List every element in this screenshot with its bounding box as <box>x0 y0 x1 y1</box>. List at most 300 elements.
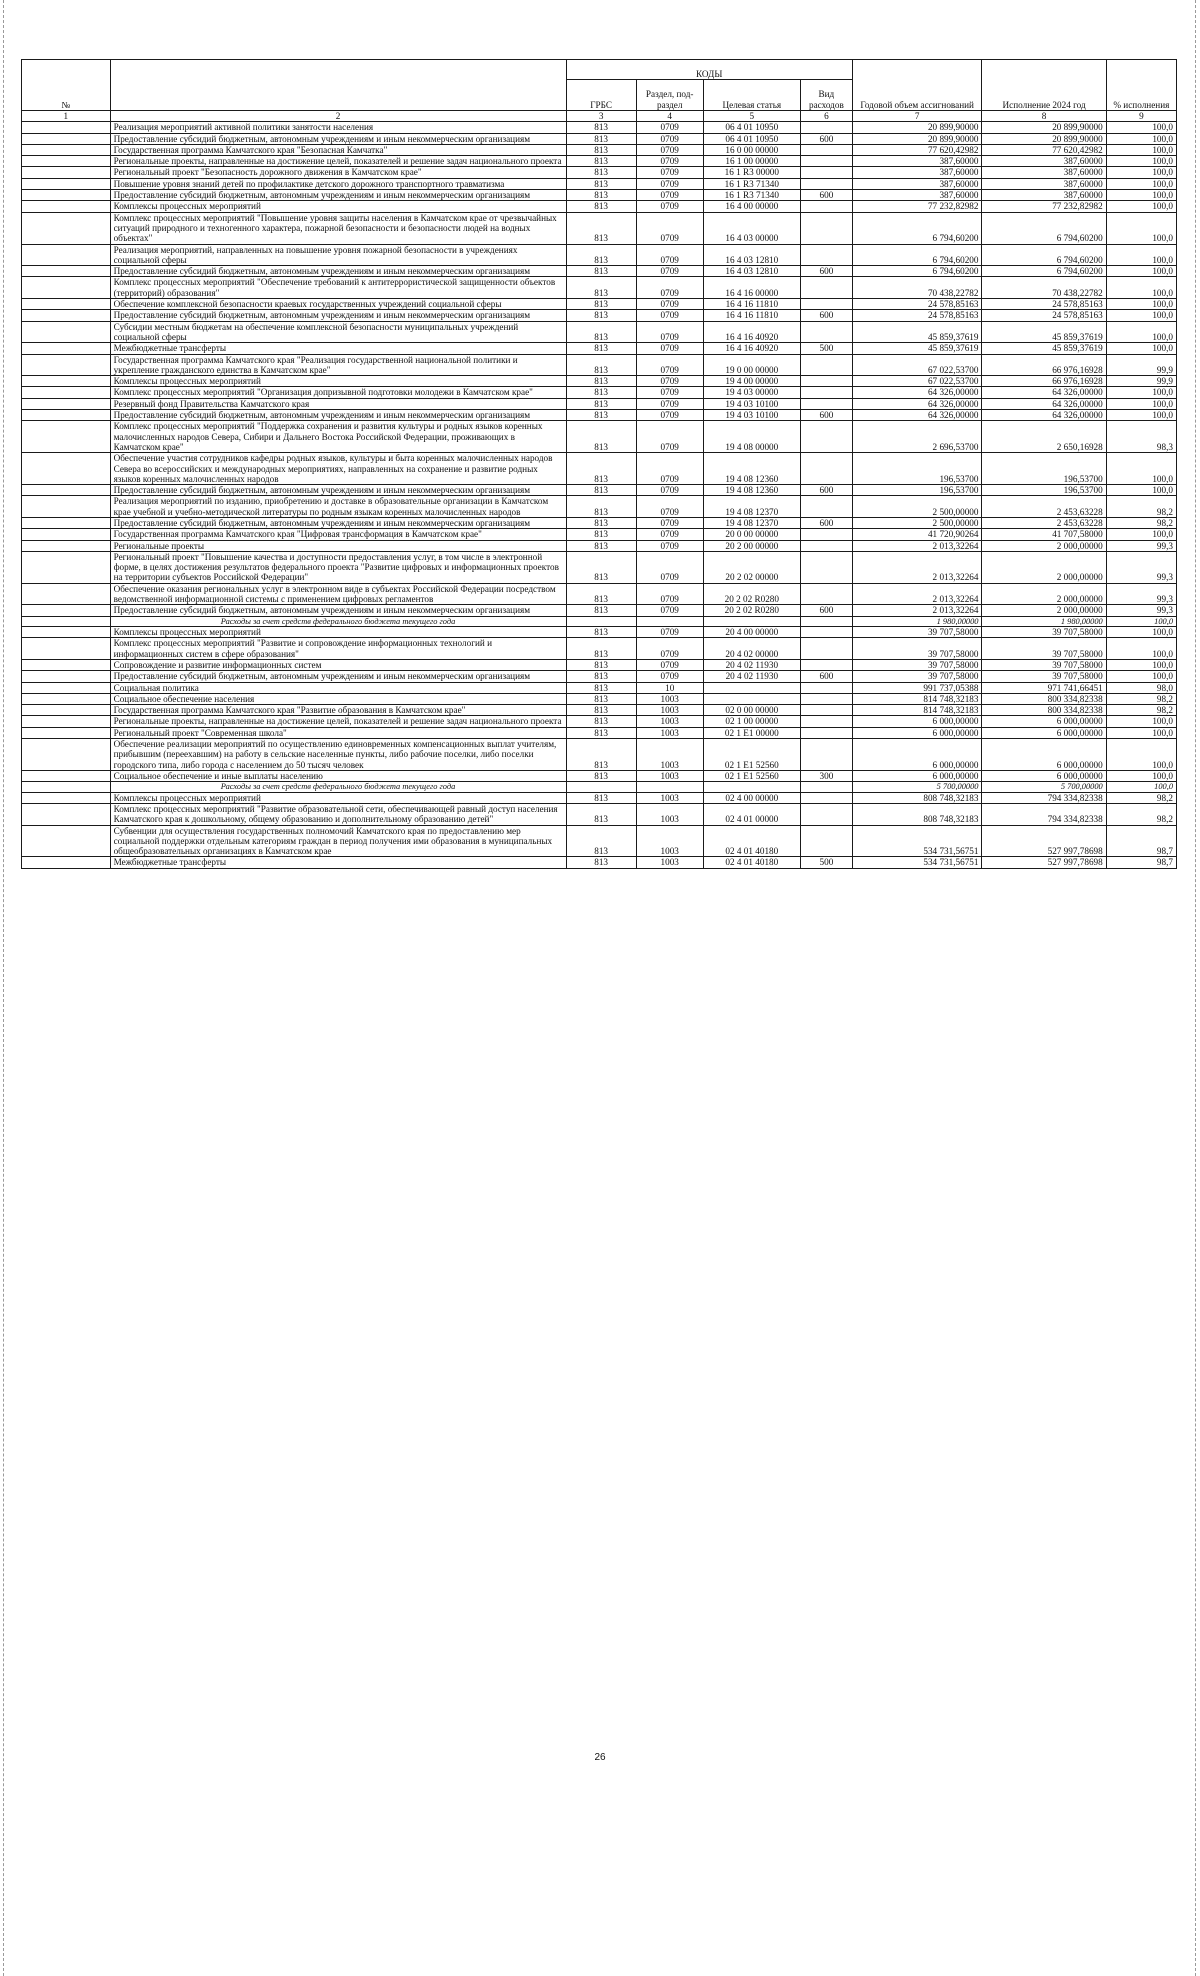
table-row <box>22 638 1177 660</box>
cell-grbs: 813 <box>566 167 636 178</box>
cell-target: 02 1 E1 52560 <box>703 739 800 771</box>
header-exptype: Вид расходов <box>800 80 852 111</box>
cell-section: 0709 <box>636 627 703 638</box>
cell-exec: 6 000,00000 <box>982 770 1106 781</box>
cell-no <box>22 244 111 266</box>
cell-no <box>22 671 111 682</box>
cell-exptype <box>800 398 852 409</box>
cell-section: 0709 <box>636 376 703 387</box>
cell-grbs: 813 <box>566 485 636 496</box>
cell-exptype: 600 <box>800 605 852 616</box>
table-row <box>22 453 1177 485</box>
cell-exptype <box>800 421 852 453</box>
cell-grbs: 813 <box>566 638 636 660</box>
col-number: 2 <box>110 111 566 122</box>
cell-name: Сопровождение и развитие информационных систем <box>110 659 566 670</box>
cell-pct: 100,0 <box>1106 144 1176 155</box>
table-row-note <box>22 782 1177 792</box>
cell-exec: 2 000,00000 <box>982 551 1106 583</box>
cell-annual: 6 794,60200 <box>852 212 982 244</box>
cell-annual: 814 748,32183 <box>852 705 982 716</box>
table-row <box>22 716 1177 727</box>
cell-name: Расходы за счет средств федерального бюджета текущего года <box>110 616 566 626</box>
cell-exptype <box>800 122 852 133</box>
cell-exec: 196,53700 <box>982 453 1106 485</box>
cell-no <box>22 693 111 704</box>
cell-exec: 20 899,90000 <box>982 122 1106 133</box>
cell-target: 19 4 08 12360 <box>703 485 800 496</box>
cell-target: 16 1 R3 71340 <box>703 178 800 189</box>
cell-pct: 100,0 <box>1106 638 1176 660</box>
cell-exec: 2 453,63228 <box>982 517 1106 528</box>
cell-pct: 100,0 <box>1106 178 1176 189</box>
cell-name: Государственная программа Камчатского края "Цифровая трансформация в Камчатском крае" <box>110 529 566 540</box>
cell-target: 20 2 02 R0280 <box>703 605 800 616</box>
cell-exptype: 500 <box>800 343 852 354</box>
cell-exptype <box>800 659 852 670</box>
table-row <box>22 682 1177 693</box>
cell-grbs: 813 <box>566 583 636 605</box>
cell-exec: 24 578,85163 <box>982 310 1106 321</box>
cell-name: Межбюджетные трансферты <box>110 857 566 868</box>
cell-section: 0709 <box>636 354 703 376</box>
cell-name: Предоставление субсидий бюджетным, автономным учреждениям и иным некоммерческим организациям <box>110 133 566 144</box>
cell-no <box>22 857 111 868</box>
cell-exec: 6 000,00000 <box>982 716 1106 727</box>
cell-pct: 100,0 <box>1106 659 1176 670</box>
cell-pct: 100,0 <box>1106 201 1176 212</box>
cell-name: Предоставление субсидий бюджетным, автономным учреждениям и иным некоммерческим организациям <box>110 671 566 682</box>
cell-name: Обеспечение участия сотрудников кафедры родных языков, культуры и быта коренных малочисленных народов Севера во всероссийских и международных мероприятиях, направленных на сохранение и развитие родных языков коренных малочисленных народов <box>110 453 566 485</box>
table-row <box>22 277 1177 299</box>
cell-section: 1003 <box>636 739 703 771</box>
cell-pct: 100,0 <box>1106 485 1176 496</box>
cell-exec: 527 997,78698 <box>982 825 1106 857</box>
cell-annual: 41 720,90264 <box>852 529 982 540</box>
cell-grbs: 813 <box>566 453 636 485</box>
cell-name: Комплекс процессных мероприятий "Обеспечение требований к антитеррористической защищенности объектов (территорий) образования" <box>110 277 566 299</box>
cell-section: 0709 <box>636 266 703 277</box>
cell-target: 16 4 03 00000 <box>703 212 800 244</box>
cell-grbs: 813 <box>566 803 636 825</box>
cell-target: 19 0 00 00000 <box>703 354 800 376</box>
cell-name: Региональный проект "Безопасность дорожного движения в Камчатском крае" <box>110 167 566 178</box>
cell-exec: 66 976,16928 <box>982 376 1106 387</box>
cell-name: Комплекс процессных мероприятий "Повышение уровня защиты населения в Камчатском крае от чрезвычайных ситуаций природного и техногенного характера, пожарной безопасности и безопасности людей на водных объектах" <box>110 212 566 244</box>
cell-target: 16 4 16 11810 <box>703 310 800 321</box>
cell-section: 0709 <box>636 638 703 660</box>
cell-exptype <box>800 825 852 857</box>
cell-grbs: 813 <box>566 517 636 528</box>
cell-pct: 98,2 <box>1106 693 1176 704</box>
table-body <box>22 122 1177 868</box>
cell-no <box>22 266 111 277</box>
cell-pct: 100,0 <box>1106 244 1176 266</box>
cell-name: Субвенции для осуществления государственных полномочий Камчатского края по предоставлению мер социальной поддержки отдельным категориям граждан в период получения ими образования в муниципальных общеобразовательных организациях в Камчатском крае <box>110 825 566 857</box>
cell-target: 02 1 00 00000 <box>703 716 800 727</box>
cell-name: Региональный проект "Современная школа" <box>110 727 566 738</box>
cell-exec: 387,60000 <box>982 167 1106 178</box>
cell-section: 0709 <box>636 244 703 266</box>
cell-exptype <box>800 693 852 704</box>
cell-name: Реализация мероприятий по изданию, приобретению и доставке в образовательные организации в Камчатском крае учебной и учебно-методической литературы по родным языкам коренных малочисленных народов <box>110 496 566 518</box>
cell-target: 02 4 00 00000 <box>703 792 800 803</box>
cell-pct: 100,0 <box>1106 410 1176 421</box>
cell-annual: 2 500,00000 <box>852 496 982 518</box>
header-grbs: ГРБС <box>566 80 636 111</box>
cell-grbs: 813 <box>566 244 636 266</box>
cell-grbs: 813 <box>566 627 636 638</box>
cell-name: Социальное обеспечение и иные выплаты населению <box>110 770 566 781</box>
cell-name: Комплексы процессных мероприятий <box>110 792 566 803</box>
table-row <box>22 485 1177 496</box>
cell-target: 19 4 08 12360 <box>703 453 800 485</box>
cell-target: 02 1 E1 00000 <box>703 727 800 738</box>
cell-exec: 387,60000 <box>982 178 1106 189</box>
cell-name: Социальная политика <box>110 682 566 693</box>
cell-annual: 534 731,56751 <box>852 825 982 857</box>
cell-annual: 387,60000 <box>852 190 982 201</box>
cell-section <box>636 616 703 626</box>
cell-no <box>22 376 111 387</box>
cell-target: 19 4 03 10100 <box>703 410 800 421</box>
cell-pct: 100,0 <box>1106 190 1176 201</box>
header-target: Целевая статья <box>703 80 800 111</box>
cell-pct: 100,0 <box>1106 321 1176 343</box>
cell-target: 02 4 01 00000 <box>703 803 800 825</box>
cell-grbs <box>566 782 636 792</box>
cell-grbs: 813 <box>566 178 636 189</box>
cell-exec: 6 794,60200 <box>982 212 1106 244</box>
cell-pct: 98,2 <box>1106 517 1176 528</box>
table-row <box>22 190 1177 201</box>
budget-table <box>21 59 1177 869</box>
col-number: 3 <box>566 111 636 122</box>
cell-target: 16 1 R3 71340 <box>703 190 800 201</box>
cell-annual: 196,53700 <box>852 485 982 496</box>
cell-exptype <box>800 616 852 626</box>
cell-pct: 100,0 <box>1106 387 1176 398</box>
cell-annual: 2 500,00000 <box>852 517 982 528</box>
table-row <box>22 156 1177 167</box>
cell-annual: 814 748,32183 <box>852 693 982 704</box>
cell-annual: 2 013,32264 <box>852 540 982 551</box>
cell-annual: 39 707,58000 <box>852 659 982 670</box>
cell-exec: 64 326,00000 <box>982 398 1106 409</box>
cell-exptype: 600 <box>800 266 852 277</box>
cell-section: 0709 <box>636 485 703 496</box>
cell-name: Комплекс процессных мероприятий "Поддержка сохранения и развития культуры и родных языков коренных малочисленных народов Севера, Сибири и Дальнего Востока Российской Федерации, проживающих в Камчатском крае" <box>110 421 566 453</box>
cell-exec: 20 899,90000 <box>982 133 1106 144</box>
cell-pct: 100,0 <box>1106 133 1176 144</box>
cell-annual: 64 326,00000 <box>852 387 982 398</box>
cell-section: 1003 <box>636 770 703 781</box>
table-row <box>22 583 1177 605</box>
cell-name: Предоставление субсидий бюджетным, автономным учреждениям и иным некоммерческим организациям <box>110 605 566 616</box>
cell-annual: 77 620,42982 <box>852 144 982 155</box>
table-row <box>22 178 1177 189</box>
cell-no <box>22 627 111 638</box>
cell-target: 16 1 00 00000 <box>703 156 800 167</box>
cell-grbs: 813 <box>566 310 636 321</box>
cell-pct: 99,9 <box>1106 376 1176 387</box>
cell-grbs: 813 <box>566 705 636 716</box>
cell-annual: 6 000,00000 <box>852 770 982 781</box>
cell-annual: 387,60000 <box>852 178 982 189</box>
cell-grbs: 813 <box>566 496 636 518</box>
cell-target: 16 4 00 00000 <box>703 201 800 212</box>
cell-annual: 20 899,90000 <box>852 122 982 133</box>
cell-annual: 2 013,32264 <box>852 605 982 616</box>
cell-annual: 6 000,00000 <box>852 716 982 727</box>
cell-exptype <box>800 299 852 310</box>
cell-name: Региональные проекты, направленные на достижение целей, показателей и решение задач национального проекта <box>110 156 566 167</box>
col-number: 9 <box>1106 111 1176 122</box>
cell-target <box>703 693 800 704</box>
cell-grbs: 813 <box>566 671 636 682</box>
cell-pct: 100,0 <box>1106 398 1176 409</box>
cell-target: 16 4 03 12810 <box>703 266 800 277</box>
cell-grbs: 813 <box>566 266 636 277</box>
cell-pct: 100,0 <box>1106 156 1176 167</box>
cell-section: 1003 <box>636 727 703 738</box>
cell-no <box>22 421 111 453</box>
cell-no <box>22 496 111 518</box>
cell-name: Региональные проекты <box>110 540 566 551</box>
cell-exptype <box>800 244 852 266</box>
cell-target: 16 4 03 12810 <box>703 244 800 266</box>
table-row <box>22 354 1177 376</box>
cell-grbs: 813 <box>566 398 636 409</box>
cell-pct: 100,0 <box>1106 167 1176 178</box>
table-row <box>22 201 1177 212</box>
cell-exptype <box>800 144 852 155</box>
cell-section: 0709 <box>636 387 703 398</box>
cell-annual: 534 731,56751 <box>852 857 982 868</box>
cell-target: 20 4 00 00000 <box>703 627 800 638</box>
cell-annual: 2 013,32264 <box>852 551 982 583</box>
cell-annual: 387,60000 <box>852 167 982 178</box>
cell-section: 0709 <box>636 605 703 616</box>
cell-annual: 808 748,32183 <box>852 792 982 803</box>
cell-grbs: 813 <box>566 792 636 803</box>
cell-exec: 971 741,66451 <box>982 682 1106 693</box>
cell-annual: 2 013,32264 <box>852 583 982 605</box>
cell-target: 06 4 01 10950 <box>703 133 800 144</box>
cell-grbs: 813 <box>566 133 636 144</box>
cell-name: Комплекс процессных мероприятий "Развитие образовательной сети, обеспечивающей равный доступ населения Камчатского края к дошкольному, общему образованию и дополнительному образованию детей" <box>110 803 566 825</box>
page-edge-right <box>1195 0 1196 1976</box>
cell-section: 0709 <box>636 421 703 453</box>
cell-exec: 41 707,58000 <box>982 529 1106 540</box>
cell-pct: 99,3 <box>1106 583 1176 605</box>
cell-name: Региональный проект "Повышение качества и доступности предоставления услуг, в том числе в электронной форме, в целях достижения результатов федерального проекта "Развитие цифровых и информационных проектов на территории субъектов Российской Федерации" <box>110 551 566 583</box>
cell-pct: 100,0 <box>1106 616 1176 626</box>
page-edge-left <box>3 0 4 1976</box>
cell-exptype <box>800 638 852 660</box>
cell-target <box>703 616 800 626</box>
cell-no <box>22 178 111 189</box>
cell-target: 02 4 01 40180 <box>703 825 800 857</box>
col-number: 7 <box>852 111 982 122</box>
cell-target: 20 4 02 11930 <box>703 671 800 682</box>
cell-grbs: 813 <box>566 190 636 201</box>
header-codes: КОДЫ <box>566 60 852 80</box>
cell-no <box>22 727 111 738</box>
cell-target: 20 4 02 00000 <box>703 638 800 660</box>
table-row <box>22 421 1177 453</box>
cell-pct: 98,0 <box>1106 682 1176 693</box>
cell-target: 16 4 16 11810 <box>703 299 800 310</box>
cell-section: 0709 <box>636 212 703 244</box>
cell-pct: 99,3 <box>1106 540 1176 551</box>
cell-name: Комплексы процессных мероприятий <box>110 201 566 212</box>
cell-annual: 67 022,53700 <box>852 376 982 387</box>
cell-annual: 39 707,58000 <box>852 638 982 660</box>
cell-section: 0709 <box>636 659 703 670</box>
cell-target: 02 4 01 40180 <box>703 857 800 868</box>
cell-name: Региональные проекты, направленные на достижение целей, показателей и решение задач национального проекта <box>110 716 566 727</box>
table-row <box>22 825 1177 857</box>
cell-grbs: 813 <box>566 825 636 857</box>
cell-section: 10 <box>636 682 703 693</box>
cell-target: 02 0 00 00000 <box>703 705 800 716</box>
cell-annual: 1 980,00000 <box>852 616 982 626</box>
cell-exec: 2 000,00000 <box>982 583 1106 605</box>
cell-exec: 6 794,60200 <box>982 244 1106 266</box>
cell-grbs: 813 <box>566 144 636 155</box>
cell-name: Межбюджетные трансферты <box>110 343 566 354</box>
cell-exptype <box>800 354 852 376</box>
cell-section: 0709 <box>636 156 703 167</box>
cell-annual: 24 578,85163 <box>852 310 982 321</box>
cell-no <box>22 212 111 244</box>
cell-no <box>22 321 111 343</box>
col-number: 5 <box>703 111 800 122</box>
table-row <box>22 671 1177 682</box>
cell-section: 0709 <box>636 529 703 540</box>
cell-section: 1003 <box>636 857 703 868</box>
cell-no <box>22 616 111 626</box>
cell-exptype: 600 <box>800 485 852 496</box>
cell-no <box>22 803 111 825</box>
cell-exptype <box>800 321 852 343</box>
cell-annual: 196,53700 <box>852 453 982 485</box>
cell-name: Предоставление субсидий бюджетным, автономным учреждениям и иным некоммерческим организациям <box>110 517 566 528</box>
cell-pct: 100,0 <box>1106 671 1176 682</box>
cell-grbs: 813 <box>566 277 636 299</box>
cell-exptype: 600 <box>800 671 852 682</box>
cell-section: 0709 <box>636 453 703 485</box>
cell-no <box>22 410 111 421</box>
cell-target: 19 4 00 00000 <box>703 376 800 387</box>
cell-pct: 100,0 <box>1106 529 1176 540</box>
header-section: Раздел, под-раздел <box>636 80 703 111</box>
table-row <box>22 693 1177 704</box>
cell-section: 0709 <box>636 144 703 155</box>
cell-name: Резервный фонд Правительства Камчатского края <box>110 398 566 409</box>
cell-grbs: 813 <box>566 387 636 398</box>
cell-exec: 39 707,58000 <box>982 659 1106 670</box>
cell-section: 0709 <box>636 201 703 212</box>
cell-grbs: 813 <box>566 551 636 583</box>
cell-no <box>22 133 111 144</box>
cell-section: 1003 <box>636 825 703 857</box>
cell-name: Государственная программа Камчатского края "Реализация государственной национальной политики и укрепление гражданского единства в Камчатском крае" <box>110 354 566 376</box>
cell-section <box>636 782 703 792</box>
table-row <box>22 410 1177 421</box>
cell-name: Комплексы процессных мероприятий <box>110 376 566 387</box>
cell-no <box>22 825 111 857</box>
cell-no <box>22 705 111 716</box>
cell-no <box>22 144 111 155</box>
cell-section: 0709 <box>636 583 703 605</box>
cell-exec: 39 707,58000 <box>982 627 1106 638</box>
cell-no <box>22 551 111 583</box>
cell-pct: 100,0 <box>1106 716 1176 727</box>
cell-exptype <box>800 212 852 244</box>
cell-pct: 98,7 <box>1106 857 1176 868</box>
cell-exptype <box>800 803 852 825</box>
cell-grbs: 813 <box>566 343 636 354</box>
cell-exec: 77 620,42982 <box>982 144 1106 155</box>
cell-grbs: 813 <box>566 727 636 738</box>
cell-name: Расходы за счет средств федерального бюджета текущего года <box>110 782 566 792</box>
col-number: 1 <box>22 111 111 122</box>
cell-exec: 794 334,82338 <box>982 792 1106 803</box>
table-row <box>22 299 1177 310</box>
cell-exec: 387,60000 <box>982 190 1106 201</box>
table-row <box>22 857 1177 868</box>
cell-target: 20 2 00 00000 <box>703 540 800 551</box>
table-row <box>22 133 1177 144</box>
cell-exec: 800 334,82338 <box>982 705 1106 716</box>
table-row <box>22 376 1177 387</box>
table-row <box>22 321 1177 343</box>
cell-exptype <box>800 727 852 738</box>
cell-exec: 64 326,00000 <box>982 387 1106 398</box>
cell-grbs: 813 <box>566 299 636 310</box>
cell-no <box>22 201 111 212</box>
cell-pct: 98,2 <box>1106 792 1176 803</box>
cell-target: 16 0 00 00000 <box>703 144 800 155</box>
cell-annual: 45 859,37619 <box>852 321 982 343</box>
cell-exec: 2 000,00000 <box>982 540 1106 551</box>
cell-grbs: 813 <box>566 739 636 771</box>
table-row <box>22 167 1177 178</box>
cell-exec: 527 997,78698 <box>982 857 1106 868</box>
cell-annual: 991 737,05388 <box>852 682 982 693</box>
cell-target: 19 4 08 00000 <box>703 421 800 453</box>
cell-grbs: 813 <box>566 540 636 551</box>
cell-no <box>22 529 111 540</box>
cell-grbs <box>566 616 636 626</box>
table-row <box>22 266 1177 277</box>
cell-target: 16 4 16 40920 <box>703 343 800 354</box>
table-row <box>22 496 1177 518</box>
cell-section: 0709 <box>636 398 703 409</box>
cell-annual: 64 326,00000 <box>852 410 982 421</box>
cell-exec: 64 326,00000 <box>982 410 1106 421</box>
cell-pct: 100,0 <box>1106 343 1176 354</box>
cell-exec: 2 650,16928 <box>982 421 1106 453</box>
cell-no <box>22 540 111 551</box>
cell-annual: 20 899,90000 <box>852 133 982 144</box>
cell-exec: 5 700,00000 <box>982 782 1106 792</box>
cell-no <box>22 682 111 693</box>
cell-no <box>22 277 111 299</box>
cell-name: Реализация мероприятий, направленных на повышение уровня пожарной безопасности в учреждениях социальной сферы <box>110 244 566 266</box>
